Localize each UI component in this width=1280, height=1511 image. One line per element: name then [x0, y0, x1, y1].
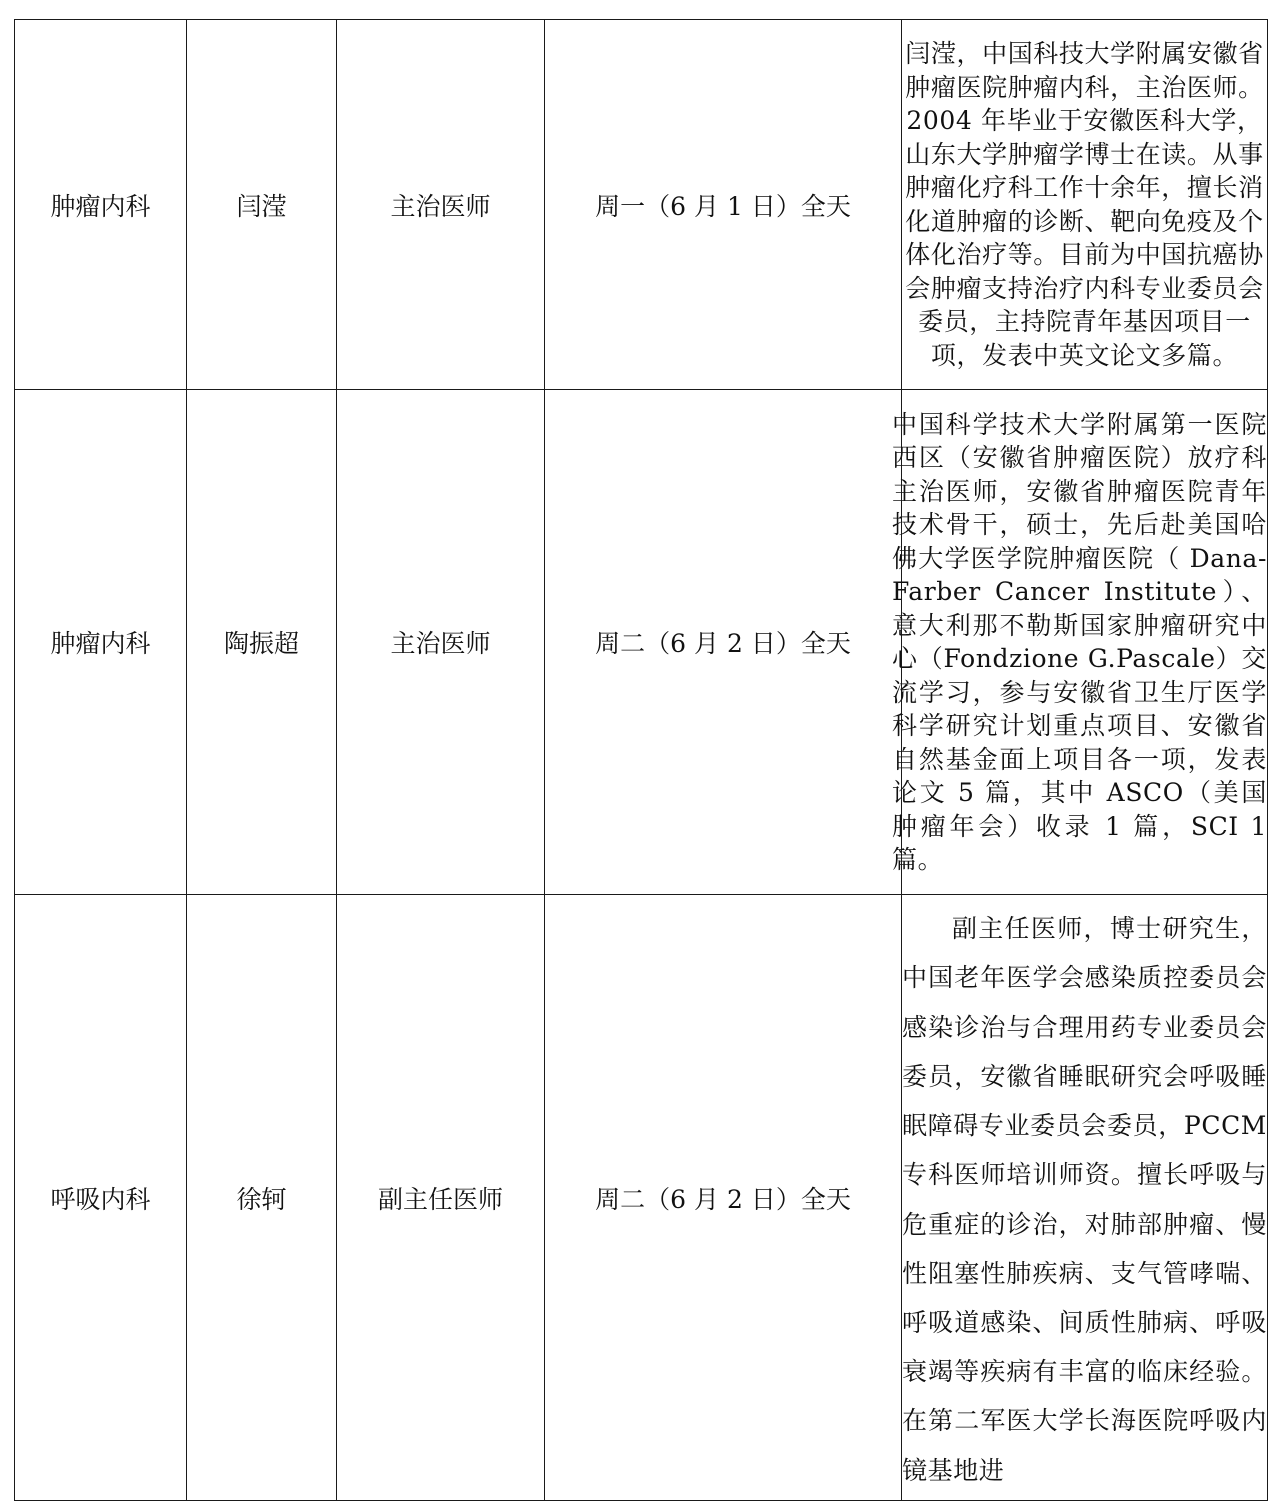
doctor-bio-text: 闫滢，中国科技大学附属安徽省肿瘤医院肿瘤内科，主治医师。2004 年毕业于安徽医科大学，山东大学肿瘤学博士在读。从事肿瘤化疗科工作十余年，擅长消化道肿瘤的诊断、靶向免疫及个体化治疗等。目前为中国抗癌协会肿瘤支持治疗内科专业委员会委员，主持院青年基因项目一项，发表中英文论文多篇。 — [905, 39, 1264, 370]
table-row — [15, 20, 1268, 390]
doctor-bio-cell — [892, 390, 1268, 895]
doctor-title-cell: 主治医师 — [337, 390, 545, 895]
doctor-title-cell: 副主任医师 — [337, 895, 545, 1501]
doctor-bio-cell — [902, 895, 1268, 1501]
doctor-name-cell: 闫滢 — [187, 20, 337, 390]
doctor-schedule-table — [14, 19, 1268, 1501]
table-row — [15, 895, 1268, 1501]
doctor-name-cell: 陶振超 — [187, 390, 337, 895]
doctor-name-cell: 徐轲 — [187, 895, 337, 1501]
clinic-time-cell: 周二（6 月 2 日）全天 — [545, 895, 902, 1501]
clinic-time-cell: 周一（6 月 1 日）全天 — [545, 20, 902, 390]
doctor-bio-cell — [902, 20, 1268, 390]
department-cell: 呼吸内科 — [15, 895, 187, 1501]
clinic-time-cell: 周二（6 月 2 日）全天 — [545, 390, 902, 895]
department-cell: 肿瘤内科 — [15, 20, 187, 390]
doctor-bio-text: 中国科学技术大学附属第一医院西区（安徽省肿瘤医院）放疗科主治医师，安徽省肿瘤医院青年技术骨干，硕士，先后赴美国哈佛大学医学院肿瘤医院（ Dana-Farber Cancer Institute）、意大利那不勒斯国家肿瘤研究中心（Fondzione G.Pascale）交流学习，参与安徽省卫生厅医学科学研究计划重点项目、安徽省自然基金面上项目各一项，发表论文 5 篇，其中 ASCO（美国肿瘤年会）收录 1 篇，SCI 1 篇。 — [892, 409, 1267, 874]
doctor-title-cell: 主治医师 — [337, 20, 545, 390]
department-cell: 肿瘤内科 — [15, 390, 187, 895]
table-row — [15, 390, 1268, 895]
doctor-bio-text: 副主任医师，博士研究生，中国老年医学会感染质控委员会感染诊治与合理用药专业委员会委员，安徽省睡眠研究会呼吸睡眠障碍专业委员会委员，PCCM 专科医师培训师资。擅长呼吸与危重症的诊治，对肺部肿瘤、慢性阻塞性肺疾病、支气管哮喘、呼吸道感染、间质性肺病、呼吸衰竭等疾病有丰富的临床经验。在第二军医大学长海医院呼吸内镜基地进 — [902, 914, 1267, 1485]
